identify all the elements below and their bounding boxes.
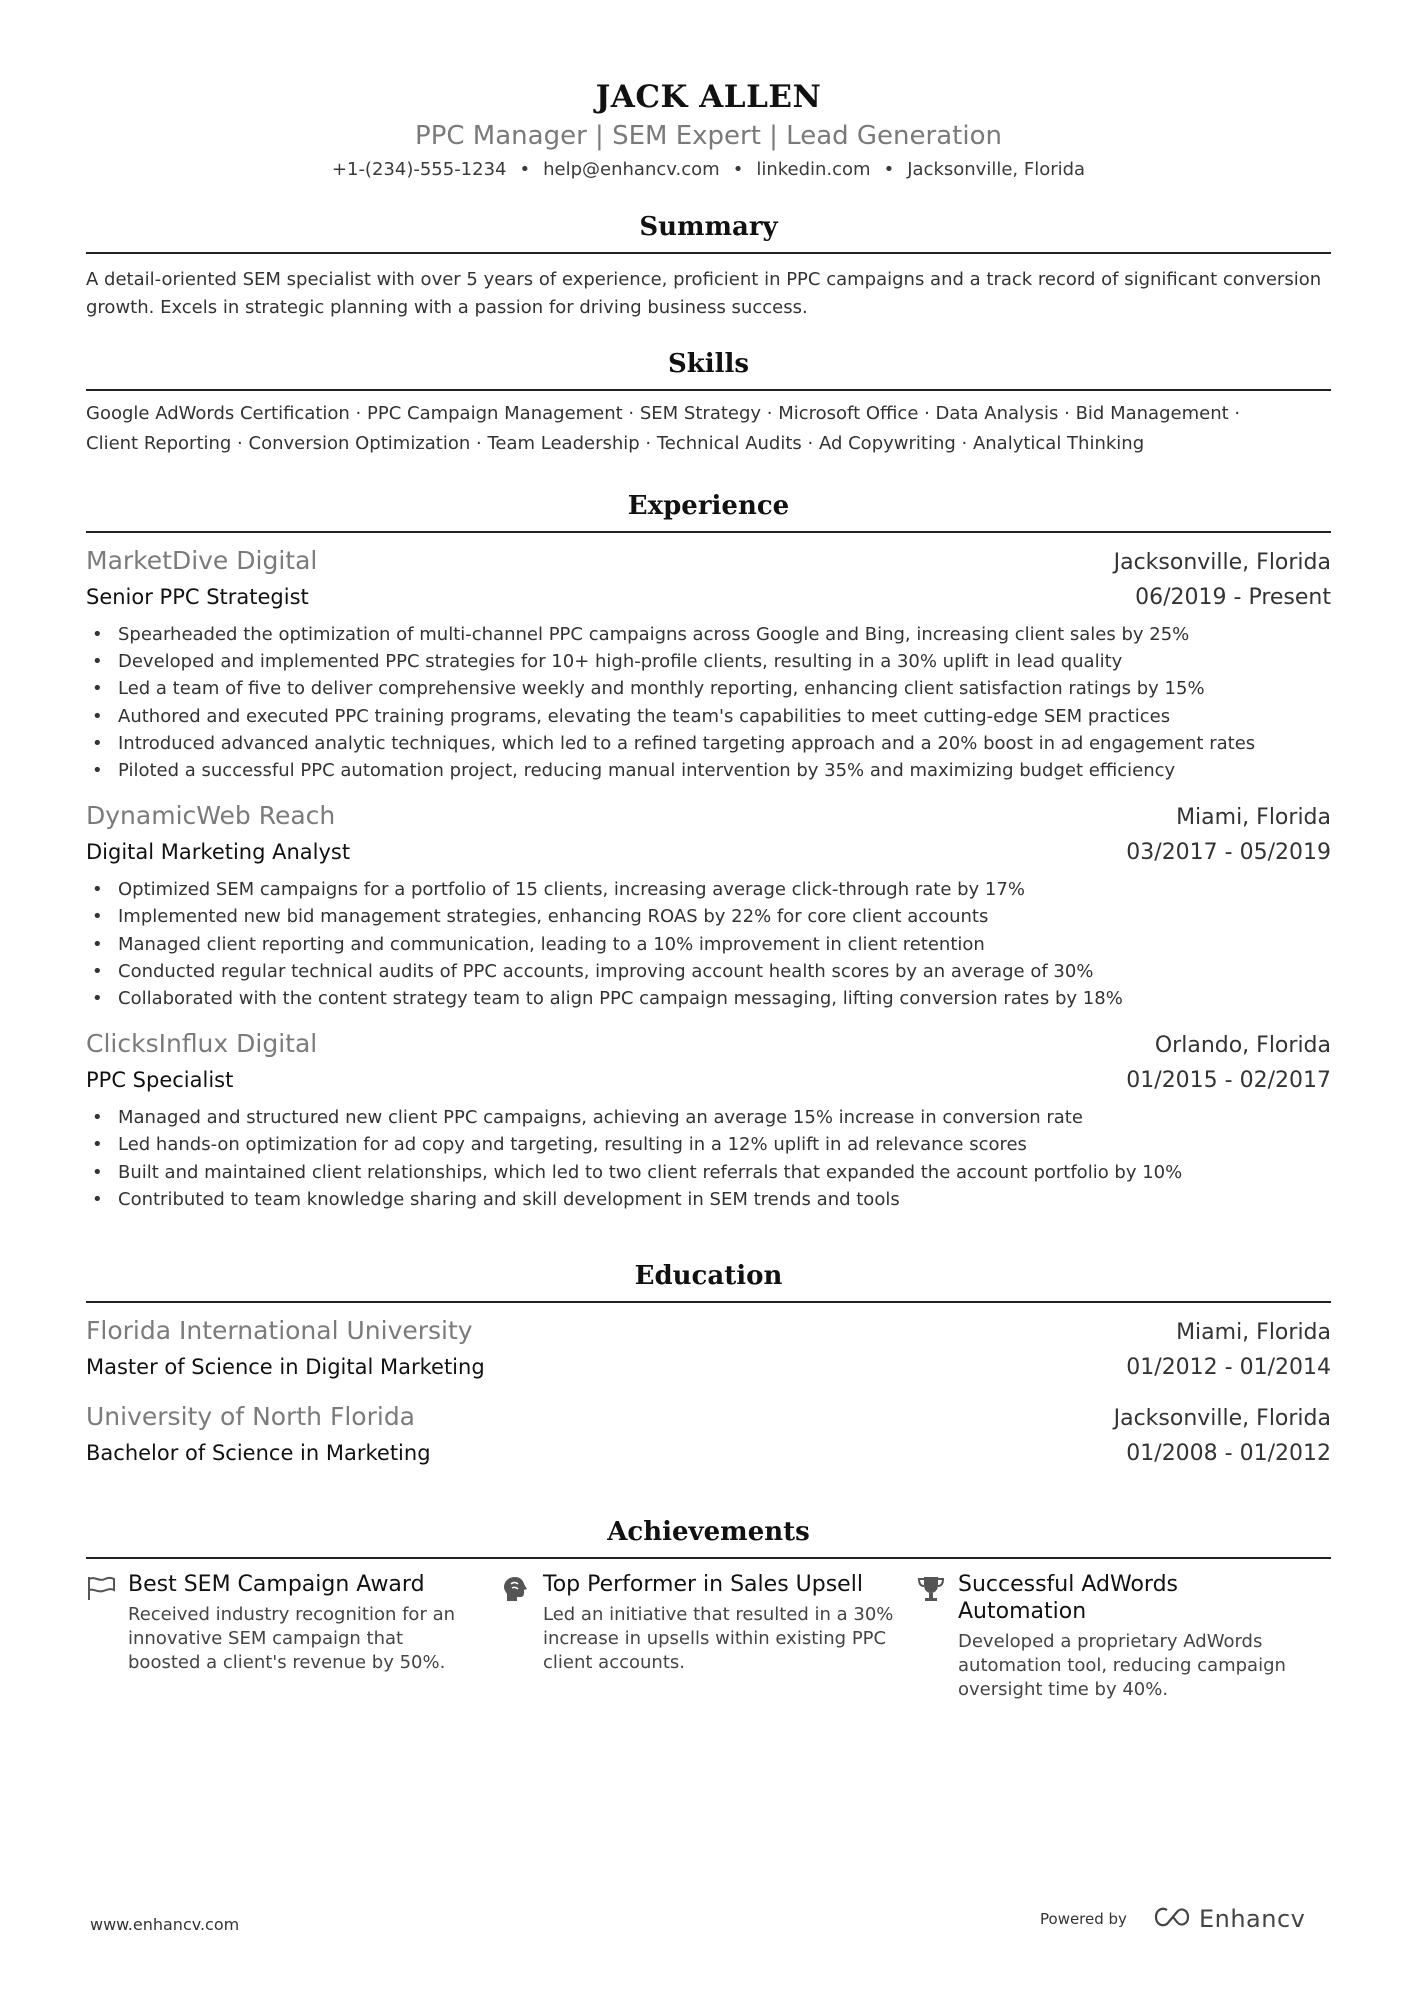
job-bullet: • Built and maintained client relationships, which led to two client referrals that expanded the account portfolio by 10% [86,1159,1331,1186]
summary-section [86,210,1331,322]
achievement-item [86,1571,501,1702]
trophy-icon [916,1571,958,1702]
linkedin-link[interactable]: linkedin.com [756,159,871,180]
achievement-title: Top Performer in Sales Upsell [543,1572,863,1598]
school-location: Jacksonville, Florida [1113,1406,1331,1432]
separator-dot: • [732,159,744,180]
section-divider [86,531,1331,533]
section-title-experience: Experience [627,491,790,521]
section-divider [86,389,1331,391]
footer-website-link[interactable]: www.enhancv.com [90,1915,240,1934]
job-dates: 06/2019 - Present [1135,585,1331,610]
achievement-title: Best SEM Campaign Award [128,1572,425,1598]
job-bullets [86,1104,1331,1213]
education-entry [86,1313,1331,1385]
flag-icon [86,1571,128,1702]
job-bullet: • Piloted a successful PPC automation project, reducing manual intervention by 35% and maximizing budget efficiency [86,757,1331,784]
section-divider [86,252,1331,254]
phone: +1-(234)-555-1234 [331,159,507,180]
company-name: DynamicWeb Reach [86,801,336,831]
experience-entry [86,543,1331,784]
job-bullet: • Managed and structured new client PPC campaigns, achieving an average 15% increase in conversion rate [86,1104,1331,1131]
enhancv-logo-icon [1153,1906,1191,1932]
job-location: Miami, Florida [1176,805,1331,831]
job-bullets [86,876,1331,1012]
location: Jacksonville, Florida [907,159,1086,180]
skills-line: Google AdWords Certification · PPC Campaign Management · SEM Strategy · Microsoft Office · Data Analysis · Bid Management · [86,403,1241,424]
experience-entry [86,1026,1331,1213]
school-name: Florida International University [86,1316,473,1346]
resume-page [86,0,1331,1702]
achievement-item [501,1571,916,1702]
achievement-title: Successful AdWords Automation [958,1572,1178,1625]
degree: Bachelor of Science in Marketing [86,1441,431,1466]
brain-icon [501,1571,543,1702]
section-title-summary: Summary [639,212,778,242]
achievement-item [916,1571,1331,1702]
separator-dot: • [519,159,531,180]
job-bullet: • Contributed to team knowledge sharing and skill development in SEM trends and tools [86,1186,1331,1213]
job-bullet: • Led hands-on optimization for ad copy and targeting, resulting in a 12% uplift in ad relevance scores [86,1131,1331,1158]
education-dates: 01/2008 - 01/2012 [1126,1441,1331,1467]
achievements-section [86,1515,1331,1702]
job-bullets [86,621,1331,784]
job-dates: 01/2015 - 02/2017 [1126,1068,1331,1094]
footer-branding[interactable] [1040,1905,1305,1933]
candidate-headline: PPC Manager | SEM Expert | Lead Generation [415,121,1002,151]
job-bullet: • Authored and executed PPC training programs, elevating the team's capabilities to meet cutting-edge SEM practices [86,703,1331,730]
section-title-achievements: Achievements [607,1517,810,1548]
job-bullet: • Implemented new bid management strategies, enhancing ROAS by 22% for core client accounts [86,903,1331,930]
education-section [86,1259,1331,1471]
achievement-description: Developed a proprietary AdWords automation tool, reducing campaign oversight time by 40%. [958,1631,1286,1701]
school-name: University of North Florida [86,1402,416,1432]
job-location: Jacksonville, Florida [1113,550,1331,575]
resume-header [86,0,1331,184]
job-bullet: • Managed client reporting and communication, leading to a 10% improvement in client retention [86,931,1331,958]
section-divider [86,1557,1331,1559]
section-divider [86,1301,1331,1303]
brand-name: Enhancv [1198,1905,1306,1933]
company-name: ClicksInflux Digital [86,1029,318,1059]
skills-line: Client Reporting · Conversion Optimization · Team Leadership · Technical Audits · Ad Copywriting · Analytical Thinking [86,433,1145,454]
job-bullet: • Spearheaded the optimization of multi-channel PPC campaigns across Google and Bing, increasing client sales by 25% [86,621,1331,648]
job-bullet: • Collaborated with the content strategy team to align PPC campaign messaging, lifting conversion rates by 18% [86,985,1331,1012]
section-title-skills: Skills [667,349,750,379]
summary-text: A detail-oriented SEM specialist with over 5 years of experience, proficient in PPC campaigns and a track record of significant conversion growth. Excels in strategic planning with a passion for driving business success. [86,269,1322,318]
school-location: Miami, Florida [1176,1320,1331,1346]
section-title-education: Education [634,1261,783,1292]
degree: Master of Science in Digital Marketing [86,1355,485,1380]
achievement-description: Received industry recognition for an innovative SEM campaign that boosted a client's revenue by 50%. [128,1604,456,1674]
education-dates: 01/2012 - 01/2014 [1126,1355,1331,1381]
experience-entry [86,798,1331,1012]
job-title: PPC Specialist [86,1068,234,1093]
job-bullet: • Developed and implemented PPC strategies for 10+ high-profile clients, resulting in a 30% uplift in lead quality [86,648,1331,675]
skills-section [86,347,1331,459]
company-name: MarketDive Digital [86,546,318,575]
job-location: Orlando, Florida [1154,1033,1331,1059]
job-title: Digital Marketing Analyst [86,840,351,865]
powered-by-label: Powered by [1040,1910,1127,1928]
job-bullet: • Led a team of five to deliver comprehensive weekly and monthly reporting, enhancing client satisfaction ratings by 15% [86,675,1331,702]
contact-line [86,156,1331,184]
achievements-grid [86,1571,1331,1702]
job-bullet: • Optimized SEM campaigns for a portfolio of 15 clients, increasing average click-through rate by 17% [86,876,1331,903]
separator-dot: • [883,159,895,180]
job-bullet: • Conducted regular technical audits of PPC accounts, improving account health scores by an average of 30% [86,958,1331,985]
job-title: Senior PPC Strategist [86,585,309,609]
job-bullet: • Introduced advanced analytic techniques, which led to a refined targeting approach and a 20% boost in ad engagement rates [86,730,1331,757]
job-dates: 03/2017 - 05/2019 [1126,840,1331,866]
email-link[interactable]: help@enhancv.com [543,159,720,180]
skills-list [86,399,1331,459]
candidate-name: JACK ALLEN [595,79,822,115]
experience-section [86,489,1331,1213]
education-entry [86,1399,1331,1471]
achievement-description: Led an initiative that resulted in a 30% increase in upsells within existing PPC client accounts. [543,1604,894,1674]
